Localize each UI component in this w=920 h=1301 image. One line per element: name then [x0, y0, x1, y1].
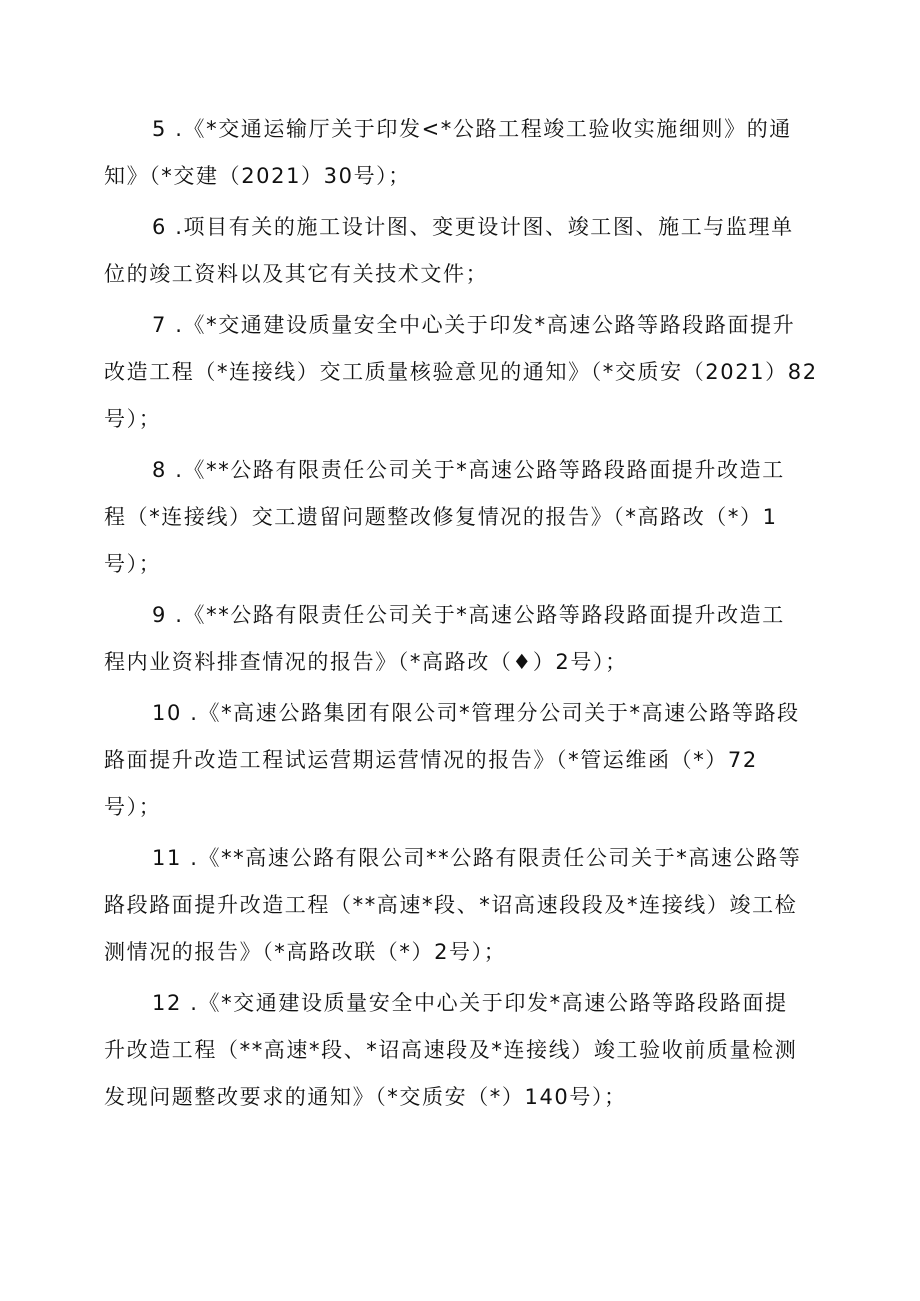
text-line: 位的竣工资料以及其它有关技术文件； — [104, 262, 489, 286]
list-item-10 — [104, 690, 820, 831]
text-line: 路面提升改造工程试运营期运营情况的报告》（*管运维函（*）72 — [104, 748, 758, 772]
text-line: 7 .《*交通建设质量安全中心关于印发*高速公路等路段路面提升 — [152, 313, 796, 337]
text-line: 程（*连接线）交工遗留问题整改修复情况的报告》（*高路改（*）1 — [104, 505, 778, 529]
list-item-12 — [104, 980, 820, 1121]
text-line: 发现问题整改要求的通知》（*交质安（*）140号）； — [104, 1085, 627, 1109]
list-item-8 — [104, 447, 820, 588]
text-line: 测情况的报告》（*高路改联（*）2号）； — [104, 940, 507, 964]
text-line: 路段路面提升改造工程（**高速*段、*诏高速段段及*连接线）竣工检 — [104, 893, 798, 917]
text-line: 号）； — [104, 795, 162, 819]
list-item-6 — [104, 204, 820, 298]
text-line: 11 .《**高速公路有限公司**公路有限责任公司关于*高速公路等 — [152, 846, 802, 870]
list-item-11 — [104, 835, 820, 976]
text-line: 改造工程（*连接线）交工质量核验意见的通知》（*交质安（2021）82 — [104, 360, 818, 384]
text-line: 12 .《*交通建设质量安全中心关于印发*高速公路等路段路面提 — [152, 991, 788, 1015]
text-line: 升改造工程（**高速*段、*诏高速段及*连接线）竣工验收前质量检测 — [104, 1038, 798, 1062]
text-line: 号）； — [104, 407, 162, 431]
list-item-9 — [104, 592, 820, 686]
list-item-5 — [104, 106, 820, 200]
text-line: 9 .《**公路有限责任公司关于*高速公路等路段路面提升改造工 — [152, 603, 785, 627]
text-line: 程内业资料排查情况的报告》（*高路改（♦）2号）； — [104, 650, 628, 674]
list-item-7 — [104, 302, 820, 443]
text-line: 知》（*交建（2021）30号）； — [104, 164, 411, 188]
text-line: 6 .项目有关的施工设计图、变更设计图、竣工图、施工与监理单 — [152, 215, 794, 239]
text-line: 号）； — [104, 552, 162, 576]
text-line: 5 .《*交通运输厅关于印发<*公路工程竣工验收实施细则》的通 — [152, 117, 792, 141]
text-line: 10 .《*高速公路集团有限公司*管理分公司关于*高速公路等路段 — [152, 701, 800, 725]
text-line: 8 .《**公路有限责任公司关于*高速公路等路段路面提升改造工 — [152, 458, 785, 482]
